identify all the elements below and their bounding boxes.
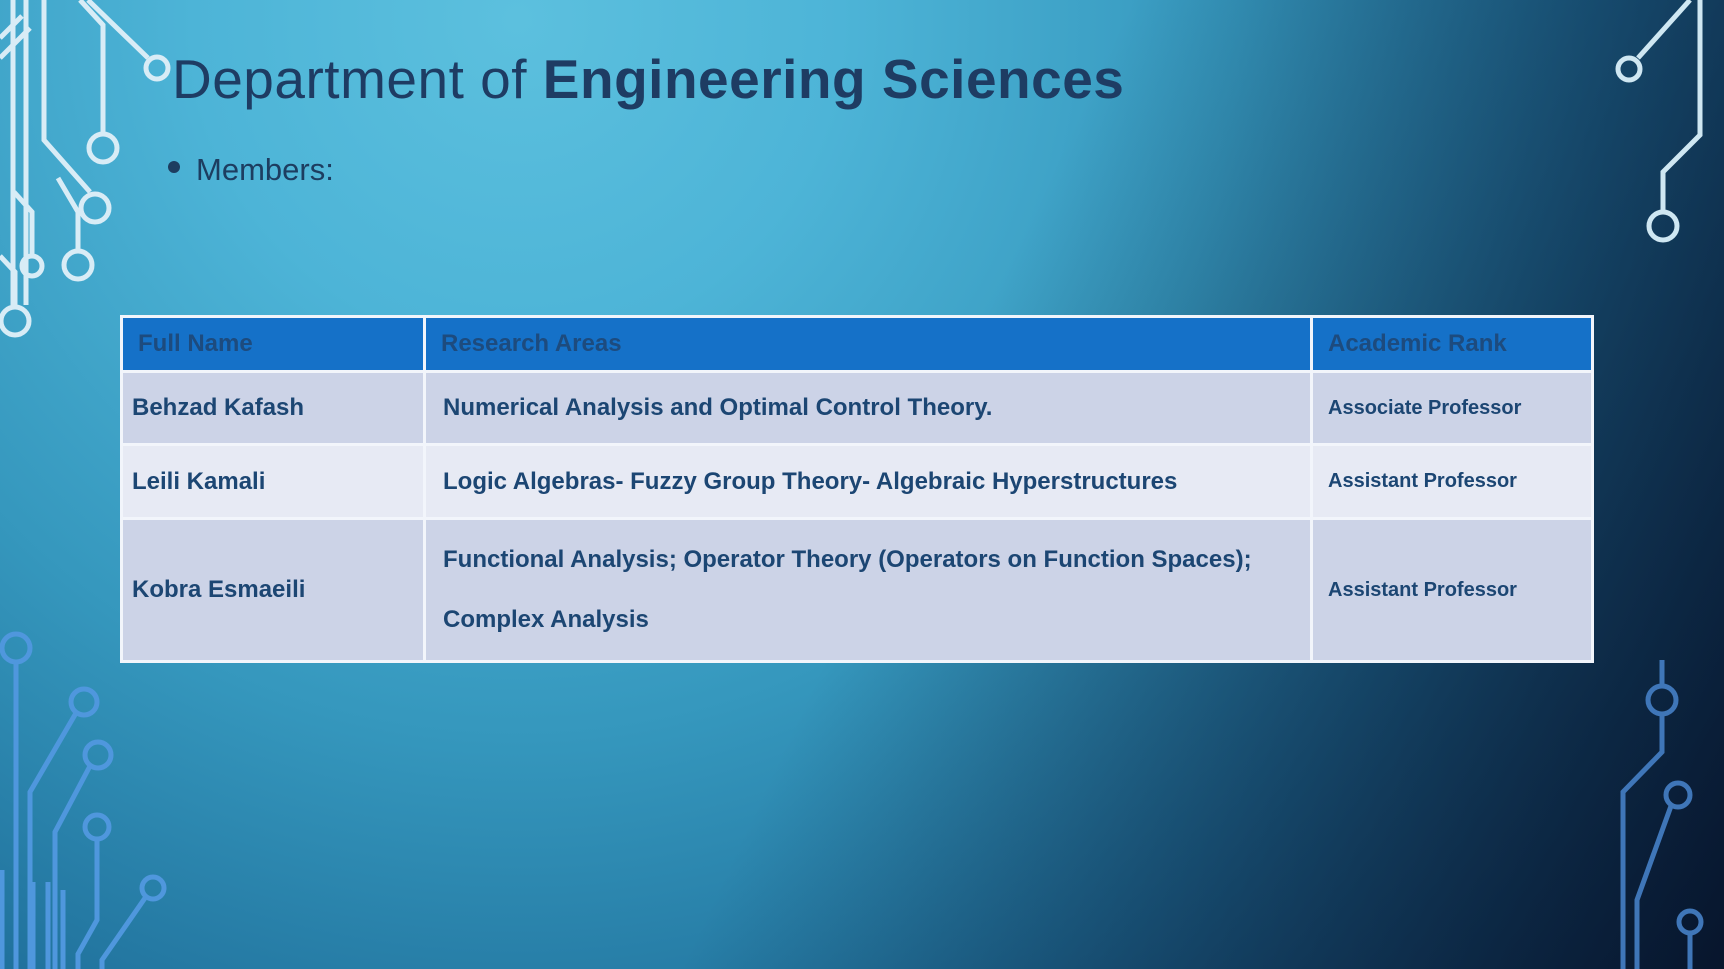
- column-header-label: Research Areas: [441, 330, 622, 357]
- column-header-academic-rank: [1313, 318, 1591, 370]
- member-name: Kobra Esmaeili: [132, 576, 306, 603]
- page-title-regular: Department of: [172, 48, 543, 110]
- column-header-label: Academic Rank: [1328, 330, 1507, 357]
- member-name-cell: [123, 520, 423, 660]
- members-table: [120, 315, 1594, 663]
- research-areas-cell: [426, 446, 1310, 517]
- bullet-icon: [168, 161, 180, 173]
- column-header-full-name: [123, 318, 423, 370]
- column-header-research-areas: [426, 318, 1310, 370]
- page-title: [172, 48, 1124, 111]
- circuit-decoration-top-right-icon: [1450, 0, 1724, 310]
- research-areas-cell: [426, 373, 1310, 443]
- member-name-cell: [123, 373, 423, 443]
- academic-rank-text: Assistant Professor: [1328, 578, 1517, 601]
- research-areas-text: Logic Algebras- Fuzzy Group Theory- Algebraic Hyperstructures: [443, 467, 1178, 495]
- member-name-cell: [123, 446, 423, 517]
- research-areas-text: Numerical Analysis and Optimal Control Theory.: [443, 394, 993, 421]
- member-name: Behzad Kafash: [132, 394, 305, 421]
- research-areas-text: Complex Analysis: [443, 606, 649, 633]
- circuit-decoration-bottom-left-icon: [0, 620, 320, 969]
- column-header-label: Full Name: [138, 330, 253, 357]
- research-areas-cell: [426, 520, 1310, 660]
- member-name: Leili Kamali: [132, 467, 266, 495]
- research-areas-text: Functional Analysis; Operator Theory (Operators on Function Spaces);: [443, 546, 1252, 573]
- circuit-decoration-bottom-right-icon: [1450, 660, 1724, 969]
- academic-rank-text: Assistant Professor: [1328, 470, 1517, 492]
- bullet-label: Members:: [196, 152, 334, 187]
- academic-rank-cell: [1313, 373, 1591, 443]
- academic-rank-cell: [1313, 520, 1591, 660]
- academic-rank-cell: [1313, 446, 1591, 517]
- academic-rank-text: Associate Professor: [1328, 396, 1522, 419]
- page-title-bold: Engineering Sciences: [542, 48, 1125, 110]
- bullet-item: [168, 152, 334, 188]
